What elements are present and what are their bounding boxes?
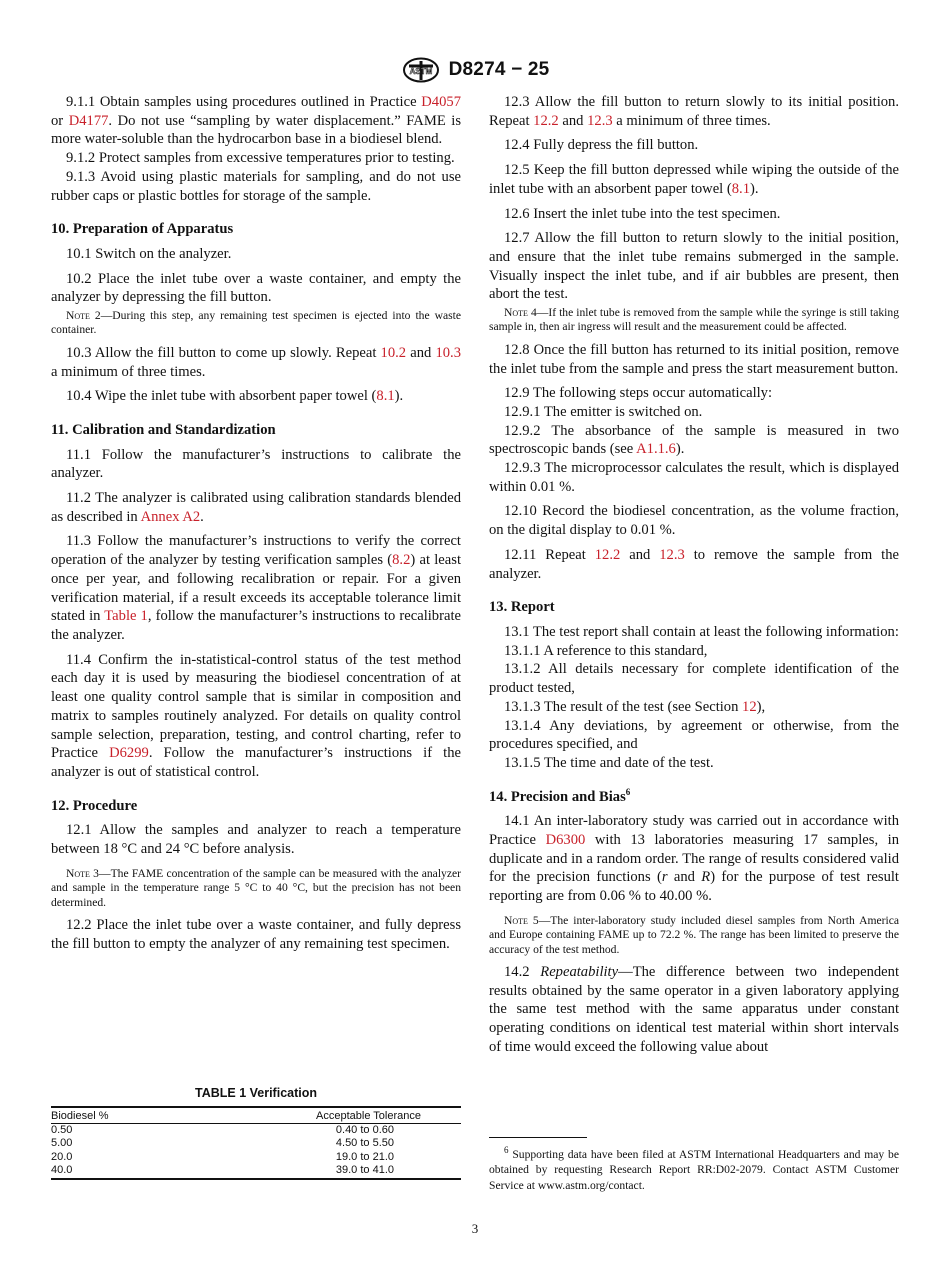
para-9-1-3: 9.1.3 Avoid using plastic materials for sampling, and do not use rubber caps or plastic bottles for storage of the sample. <box>51 168 461 204</box>
note-2: Note 2—During this step, any remaining test specimen is ejected into the waste container. <box>51 309 461 337</box>
astm-logo <box>401 57 441 83</box>
para-12-3: 12.3 Allow the fill button to return slowly to its initial position. Repeat 12.2 and 12.3 a minimum of three times. <box>489 94 899 129</box>
link-12-2[interactable]: 12.2 <box>594 546 621 563</box>
para-11-2: 11.2 The analyzer is calibrated using calibration standards blended as described in Annex A2. <box>51 490 461 525</box>
para-11-4: 11.4 Confirm the in-statistical-control status of the test method each day it is used by measuring the biodiesel concentration of at least one quality control sample that is similar in composition and matrix to samples routinely analyzed. For details on quality control sample selection, preparation, testing, and control charting, refer to Practice D6299. Follow the manufacturer’s instructions if the analyzer is out of statistical control. <box>51 651 461 780</box>
table-row: 20.0 19.0 to 21.0 <box>51 1150 394 1163</box>
page-number: 3 <box>471 1221 479 1236</box>
para-12-2: 12.2 Place the inlet tube over a waste container, and fully depress the fill button to empty the analyzer of any remaining test specimen. <box>51 916 461 952</box>
para-12-6: 12.6 Insert the inlet tube into the test specimen. <box>504 205 781 222</box>
table-1 <box>51 1086 461 1180</box>
para-10-4: 10.4 Wipe the inlet tube with absorbent paper towel (8.1). <box>66 388 404 405</box>
para-12-4: 12.4 Fully depress the fill button. <box>504 137 699 154</box>
link-12-3[interactable]: 12.3 <box>587 112 613 129</box>
table-row: 0.50 0.40 to 0.60 <box>51 1124 394 1136</box>
para-12-1: 12.1 Allow the samples and analyzer to reach a temperature between 18 °C and 24 °C before analysis. <box>51 822 461 858</box>
table-row: 40.0 39.0 to 41.0 <box>51 1164 461 1178</box>
para-10-3: 10.3 Allow the fill button to come up slowly. Repeat 10.2 and 10.3 a minimum of three times. <box>51 344 461 380</box>
para-12-9-3: 12.9.3 The microprocessor calculates the result, which is displayed within 0.01 %. <box>489 460 899 495</box>
para-10-1: 10.1 Switch on the analyzer. <box>66 245 232 262</box>
footnote-6: $^6$ Supporting data have been filed at ASTM International Headquarters and may be obtained by requesting Research Report RR:D02-2079. Contact ASTM Customer Service at www.astm.org/contact. <box>489 1145 899 1192</box>
svg-text:ASTM: ASTM <box>409 67 432 76</box>
link-annex-a2[interactable]: Annex A2 <box>140 508 201 525</box>
link-d6300[interactable]: D6300 <box>545 832 586 849</box>
para-13-1: 13.1 The test report shall contain at least the following information: <box>504 623 899 640</box>
link-12-2[interactable]: 12.2 <box>533 112 559 129</box>
para-12-8: 12.8 Once the fill button has returned to its initial position, remove the inlet tube from the sample and press the start measurement button. <box>489 341 899 377</box>
link-8-2[interactable]: 8.2 <box>392 552 411 569</box>
section-heading-14: 14. Precision and Bias$^6$ <box>489 786 631 805</box>
section-heading-12: 12. Procedure <box>51 797 138 814</box>
para-12-9-1: 12.9.1 The emitter is switched on. <box>504 403 703 420</box>
section-heading-11: 11. Calibration and Standardization <box>51 421 276 438</box>
link-d6299[interactable]: D6299 <box>109 745 149 762</box>
page-header <box>0 57 950 83</box>
para-13-1-3: 13.1.3 The result of the test (see Section 12), <box>504 698 766 715</box>
document-number: D8274 − 25 <box>448 59 550 80</box>
table-title: TABLE 1 Verification <box>194 1086 317 1100</box>
table-header: Biodiesel % <box>51 1107 167 1124</box>
link-12-3[interactable]: 12.3 <box>659 546 685 563</box>
section-heading-13: 13. Report <box>489 599 555 616</box>
link-a1-1-6[interactable]: A1.1.6 <box>636 441 676 458</box>
para-9-1-1: 9.1.1 Obtain samples using procedures outlined in Practice D4057 or D4177. Do not use “sampling by water displacement.” FAME is more water-soluble than the hydrocarbon base in a biodiesel blend. <box>51 94 461 148</box>
footnote-ref[interactable]: 6 <box>625 786 631 797</box>
para-10-2: 10.2 Place the inlet tube over a waste container, and empty the analyzer by depressing the fill button. <box>51 270 461 306</box>
para-12-10: 12.10 Record the biodiesel concentration, as the volume fraction, on the digital display to 0.01 %. <box>489 503 899 539</box>
verification-table <box>51 1106 461 1180</box>
para-13-1-1: 13.1.1 A reference to this standard, <box>504 642 708 659</box>
para-12-9-2: 12.9.2 The absorbance of the sample is measured in two spectroscopic bands (see A1.1.6). <box>489 422 899 458</box>
para-12-11: 12.11 Repeat 12.2 and 12.3 to remove the sample from the analyzer. <box>489 546 899 582</box>
para-14-2: 14.2 Repeatability—The difference between two independent results obtained by the same operator in a given laboratory applying the same test method with the same apparatus under constant operating conditions on identical test material within short intervals of time would exceed the following value about <box>489 964 900 1055</box>
section-heading-10: 10. Preparation of Apparatus <box>51 221 234 238</box>
table-header: Acceptable Tolerance <box>167 1107 461 1124</box>
para-12-5: 12.5 Keep the fill button depressed while wiping the outside of the inlet tube with an absorbent paper towel (8.1). <box>489 162 899 197</box>
footnote-divider <box>489 1137 587 1138</box>
link-d4057[interactable]: D4057 <box>421 94 461 110</box>
note-4: Note 4—If the inlet tube is removed from the sample while the syringe is still taking sample in, then air ingress will result and the measurement could be affected. <box>489 306 900 334</box>
para-13-1-2: 13.1.2 All details necessary for complete identification of the product tested, <box>489 661 899 697</box>
para-12-7: 12.7 Allow the fill button to return slowly to the initial position, and ensure that the inlet tube remains submerged in the sample. Visually inspect the inlet tube, and if air bubbles are present, then abort the test. <box>489 230 899 303</box>
para-11-3: 11.3 Follow the manufacturer’s instructions to verify the correct operation of the analyzer by testing verification samples (8.2) at least once per year, and following recalibration or repair. For a given verification material, if a result exceeds its acceptable tolerance limit stated in Table 1, follow the manufacturer’s instructions to recalibrate the analyzer. <box>51 533 461 643</box>
para-11-1: 11.1 Follow the manufacturer’s instructions to calibrate the analyzer. <box>51 446 461 482</box>
link-section-12[interactable]: 12 <box>742 698 757 715</box>
note-5: Note 5—The inter-laboratory study included diesel samples from North America and Europe containing FAME up to 72.2 %. The range has been limited to preserve the accuracy of the test method. <box>489 913 899 956</box>
para-9-1-2: 9.1.2 Protect samples from excessive temperatures prior to testing. <box>66 150 455 167</box>
note-3: Note 3—The FAME concentration of the sample can be measured with the analyzer and sample in the temperature range 5 °C to 40 °C, but the precision has not been determined. <box>51 866 462 909</box>
para-13-1-4: 13.1.4 Any deviations, by agreement or otherwise, from the procedures specified, and <box>489 717 899 753</box>
table-row: 5.00 4.50 to 5.50 <box>51 1137 394 1150</box>
link-d4177[interactable]: D4177 <box>68 112 109 129</box>
link-8-1[interactable]: 8.1 <box>731 180 750 197</box>
left-column <box>51 93 461 953</box>
link-8-1[interactable]: 8.1 <box>376 388 395 405</box>
para-14-1: 14.1 An inter-laboratory study was carried out in accordance with Practice D6300 with 13 laboratories measuring 17 samples, in duplicate and in a random order. The range of results considered valid for the precision functions (r and R) for the purpose of test result reporting are from 0.06 % to 40.00 %. <box>489 813 899 905</box>
para-12-9: 12.9 The following steps occur automatically: <box>504 385 773 402</box>
link-10-3[interactable]: 10.3 <box>435 344 461 361</box>
link-table-1[interactable]: Table 1 <box>104 608 148 625</box>
para-13-1-5: 13.1.5 The time and date of the test. <box>504 754 714 771</box>
link-10-2[interactable]: 10.2 <box>380 344 407 361</box>
right-column <box>489 93 899 1057</box>
